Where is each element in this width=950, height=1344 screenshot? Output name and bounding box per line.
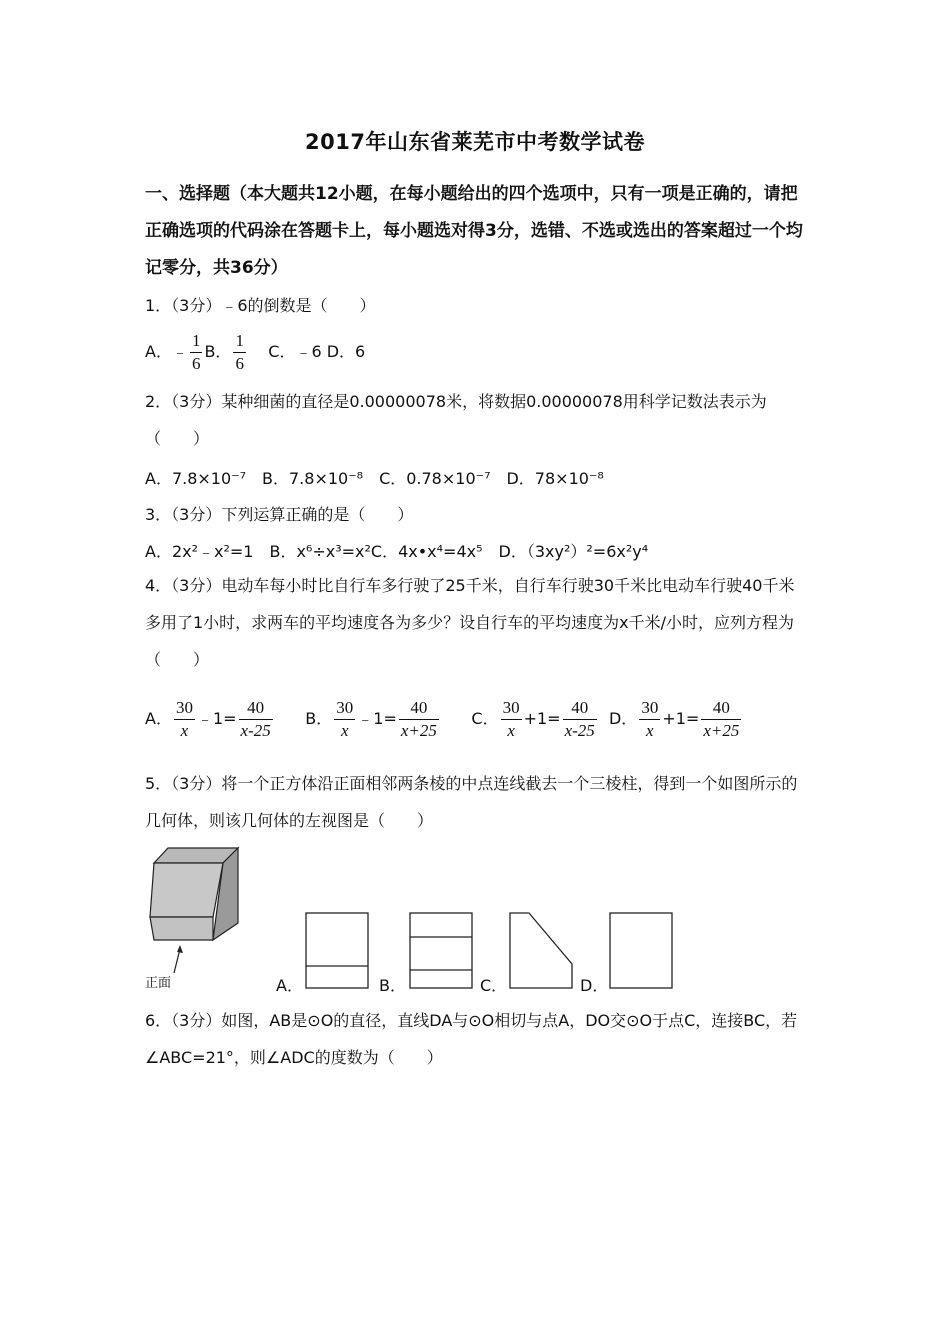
- q1-a-numerator: 1: [190, 330, 203, 353]
- q4-b-den1: x: [340, 721, 349, 740]
- q4-option-b: [305, 698, 441, 740]
- q4-a-op: ﹣1=: [196, 709, 237, 728]
- q5-option-b-label: B．: [379, 976, 406, 995]
- q4-d-label: D．: [608, 709, 638, 728]
- q1-option-a-fraction: [190, 330, 203, 375]
- q4-d-num2: 40: [701, 697, 741, 720]
- q2-options: A．7.8×10⁻⁷ B．7.8×10⁻⁸ C．0.78×10⁻⁷ D．78×10⁻⁸: [145, 469, 604, 488]
- q4-c-num2: 40: [563, 697, 597, 720]
- q4-a-num2: 40: [239, 697, 273, 720]
- q3-options: A．2x²﹣x²=1 B．x⁶÷x³=x²C．4x•x⁴=4x⁵ D．（3xy²）²=6x²y⁴: [145, 542, 649, 561]
- q4-c-num1: 30: [501, 697, 522, 720]
- q4-c-den2: x-25: [564, 721, 595, 740]
- q4-b-op: ﹣1=: [357, 709, 397, 728]
- q4-options: [145, 697, 743, 742]
- q5-option-b-view: [409, 912, 475, 990]
- q4-stem: 4．（3分）电动车每小时比自行车多行驶了25千米，自行车行驶30千米比电动车行驶40千米多用了1小时，求两车的平均速度各为多少？设自行车的平均速度为x千米/小时，应列方程为（ ）: [145, 576, 795, 669]
- q4-option-d: [608, 698, 743, 740]
- q4-c-label: C．: [471, 709, 499, 728]
- q5-option-c-label: C．: [480, 976, 508, 995]
- q3-stem: 3．（3分）下列运算正确的是（ ）: [145, 505, 414, 524]
- q1-stem: 1．（3分）﹣6的倒数是（ ）: [145, 296, 376, 315]
- q4-b-label: B．: [305, 709, 333, 728]
- q4-c-op: +1=: [523, 709, 561, 728]
- q1-b-numerator: 1: [233, 330, 246, 353]
- q1-option-a-label: A．﹣: [145, 342, 188, 361]
- q5-option-d-label: D．: [580, 976, 609, 995]
- q1-options: [145, 330, 365, 375]
- q4-b-num2: 40: [399, 697, 439, 720]
- solid-figure: [148, 845, 243, 990]
- q1-option-b-fraction: [233, 330, 246, 375]
- q5-option-a-view: [305, 912, 371, 990]
- q5-option-c-view: [509, 912, 575, 990]
- section-heading: 一、选择题（本大题共12小题，在每小题给出的四个选项中，只有一项是正确的，请把正确选项的代码涂在答题卡上，每小题选对得3分，选错、不选或选出的答案超过一个均记零分，共36分）: [145, 184, 803, 278]
- q1-b-denominator: 6: [235, 354, 244, 373]
- q4-d-den1: x: [646, 721, 654, 740]
- q4-d-den2: x+25: [703, 721, 740, 740]
- q6-stem: 6．（3分）如图，AB是⊙O的直径，直线DA与⊙O相切与点A，DO交⊙O于点C，连接BC，若∠ABC=21°，则∠ADC的度数为（ ）: [145, 1011, 798, 1067]
- q1-option-b-label: B．: [204, 342, 232, 361]
- q4-a-den2: x-25: [240, 721, 271, 740]
- q4-a-num1: 30: [174, 697, 195, 720]
- q5-option-d-view: [609, 912, 675, 990]
- q4-d-num1: 30: [639, 697, 660, 720]
- q4-b-den2: x+25: [400, 721, 437, 740]
- q4-a-label: A．: [145, 709, 172, 728]
- q4-a-den1: x: [180, 721, 189, 740]
- q4-c-den1: x: [507, 721, 515, 740]
- q4-option-c: [471, 698, 598, 740]
- q5-stem: 5．（3分）将一个正方体沿正面相邻两条棱的中点连线截去一个三棱柱，得到一个如图所示的几何体，则该几何体的左视图是（ ）: [145, 774, 798, 830]
- q5-option-a-label: A．: [276, 976, 303, 995]
- q4-b-num1: 30: [334, 697, 355, 720]
- q2-stem: 2．（3分）某种细菌的直径是0.00000078米，将数据0.00000078用科学记数法表示为（ ）: [145, 392, 767, 448]
- q1-a-denominator: 6: [191, 354, 201, 373]
- q1-options-cd: C．﹣6 D．6: [268, 342, 366, 361]
- q4-d-op: +1=: [662, 709, 700, 728]
- q4-option-a: [145, 698, 275, 740]
- front-label: 正面: [145, 976, 172, 991]
- page-title: 2017年山东省莱芜市中考数学试卷: [305, 130, 645, 154]
